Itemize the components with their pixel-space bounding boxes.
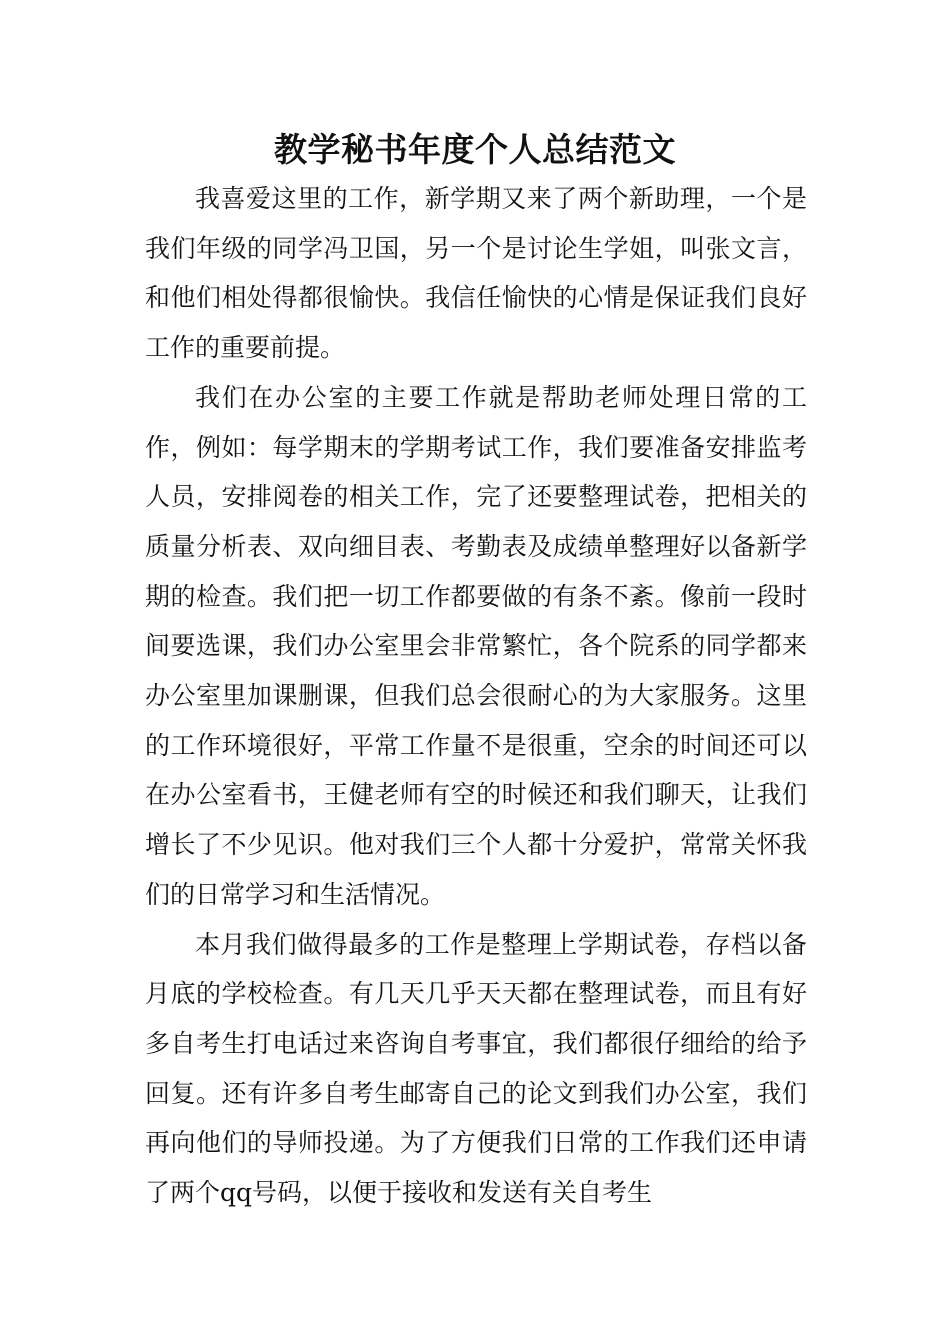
paragraph-2: 我们在办公室的主要工作就是帮助老师处理日常的工作，例如：每学期末的学期考试工作，我们要准备安排监考人员，安排阅卷的相关工作，完了还要整理试卷，把相关的质量分析表、双向细目表、考勤表及成绩单整理好以备新学期的检查。我们把一切工作都要做的有条不紊。像前一段时间要选课，我们办公室里会非常繁忙，各个院系的同学都来办公室里加课删课，但我们总会很耐心的为大家服务。这里的工作环境很好，平常工作量不是很重，空余的时间还可以在办公室看书，王健老师有空的时候还和我们聊天，让我们增长了不少见识。他对我们三个人都十分爱护，常常关怀我们的日常学习和生活情况。 xyxy=(145,382,807,909)
paragraph-1: 我喜爱这里的工作，新学期又来了两个新助理，一个是我们年级的同学冯卫国，另一个是讨论生学姐，叫张文言，和他们相处得都很愉快。我信任愉快的心情是保证我们良好工作的重要前提。 xyxy=(145,184,807,363)
document-title: 教学秘书年度个人总结范文 xyxy=(274,130,676,169)
paragraph-3: 本月我们做得最多的工作是整理上学期试卷，存档以备月底的学校检查。有几天几乎天天都在整理试卷，而且有好多自考生打电话过来咨询自考事宜，我们都很仔细给的给予回复。还有许多自考生邮寄自己的论文到我们办公室，我们再向他们的导师投递。为了方便我们日常的工作我们还申请了两个qq号码，以便于接收和发送有关自考生 xyxy=(145,929,807,1208)
document-body xyxy=(145,174,807,1218)
